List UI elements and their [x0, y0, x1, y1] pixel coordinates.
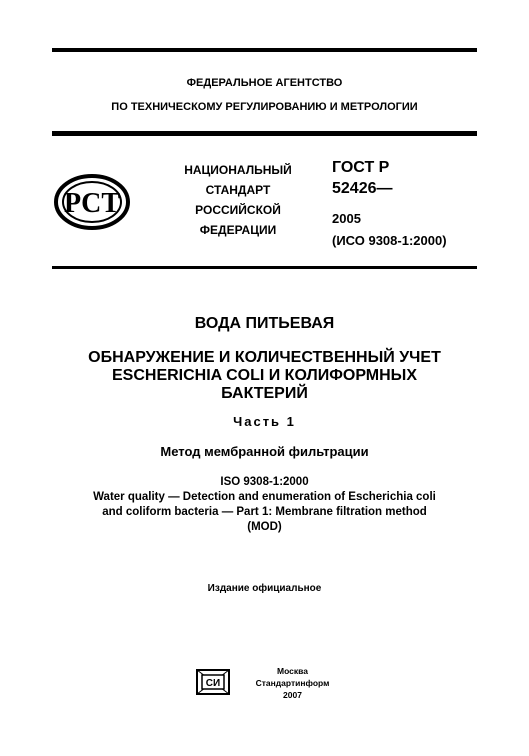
- agency-name-line1: ФЕДЕРАЛЬНОЕ АГЕНТСТВО: [186, 77, 343, 89]
- iso-reference: (ИСО 9308-1:2000): [332, 233, 447, 248]
- iso-code: ISO 9308-1:2000: [220, 476, 309, 488]
- label-line: СТАНДАРТ: [205, 183, 271, 197]
- publisher-info: [240, 665, 345, 701]
- national-standard-label: [168, 160, 308, 240]
- subtitle-line: ОБНАРУЖЕНИЕ И КОЛИЧЕСТВЕННЫЙ УЧЕТ: [88, 349, 441, 366]
- rst-logo-text: PCT: [64, 188, 120, 219]
- label-line: НАЦИОНАЛЬНЫЙ: [184, 163, 292, 177]
- iso-english-title: [0, 490, 529, 535]
- standard-rule: [52, 266, 477, 269]
- method-title: Метод мембранной фильтрации: [160, 444, 369, 459]
- publisher-year: 2007: [283, 690, 302, 700]
- top-rule: [52, 48, 477, 52]
- subtitle-line: БАКТЕРИЙ: [221, 385, 308, 402]
- rst-logo-icon: [54, 174, 130, 235]
- subtitle-line: ESCHERICHIA COLI И КОЛИФОРМНЫХ: [111, 367, 417, 384]
- header-rule: [52, 131, 477, 136]
- agency-name-line2: ПО ТЕХНИЧЕСКОМУ РЕГУЛИРОВАНИЮ И МЕТРОЛОГИИ: [111, 101, 418, 113]
- publisher-city: Москва: [277, 666, 308, 676]
- iso-title-line: Water quality — Detection and enumeration of Escherichia coli: [93, 491, 436, 503]
- document-subtitle: [0, 349, 529, 403]
- gost-number-line2: 52426—: [332, 180, 393, 197]
- iso-title-line: and coliform bacteria — Part 1: Membrane filtration method: [102, 506, 427, 518]
- label-line: РОССИЙСКОЙ: [195, 203, 281, 217]
- gost-year: 2005: [332, 211, 361, 226]
- part-number: Часть 1: [233, 414, 296, 429]
- document-title: ВОДА ПИТЬЕВАЯ: [194, 315, 335, 332]
- label-line: ФЕДЕРАЦИИ: [199, 223, 277, 237]
- standartinform-logo-icon: [196, 669, 230, 700]
- iso-title-line: (MOD): [247, 521, 282, 533]
- gost-number-line1: ГОСТ Р: [332, 159, 390, 176]
- publisher-logo-text: СИ: [205, 678, 221, 689]
- publisher-name: Стандартинформ: [255, 678, 330, 688]
- edition-label: Издание официальное: [207, 583, 322, 594]
